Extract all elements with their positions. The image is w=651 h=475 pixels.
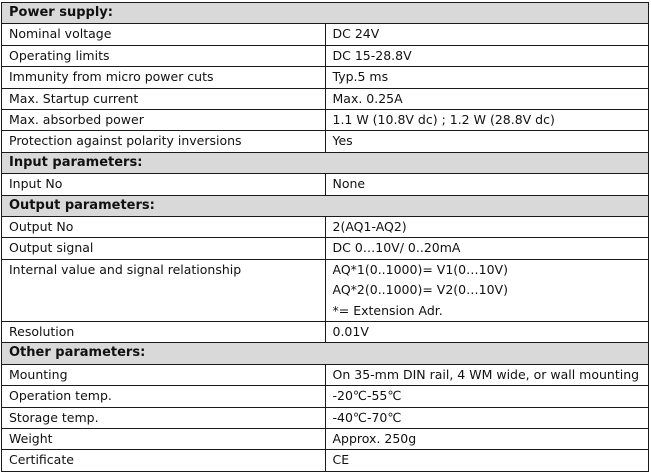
param-label: Operating limits <box>2 45 326 66</box>
table-row <box>2 88 649 109</box>
param-label: Output No <box>2 217 326 238</box>
param-label: Nominal voltage <box>2 24 326 45</box>
param-value: None <box>325 174 649 195</box>
param-value: DC 15-28.8V <box>325 45 649 66</box>
table-row <box>2 429 649 450</box>
param-label: Internal value and signal relationship <box>2 259 326 321</box>
param-label: Max. Startup current <box>2 88 326 109</box>
param-label: Input No <box>2 174 326 195</box>
table-row <box>2 131 649 152</box>
param-label: Certificate <box>2 450 326 471</box>
param-value-multiline <box>325 259 649 321</box>
param-value: DC 24V <box>325 24 649 45</box>
section-header-input <box>2 152 649 173</box>
param-value: Max. 0.25A <box>325 88 649 109</box>
param-value: -40℃-70℃ <box>325 407 649 428</box>
param-value: -20℃-55℃ <box>325 386 649 407</box>
param-value: 2(AQ1-AQ2) <box>325 217 649 238</box>
param-value-line: *= Extension Adr. <box>332 302 443 318</box>
param-label: Weight <box>2 429 326 450</box>
param-value: 0.01V <box>325 322 649 343</box>
param-label: Mounting <box>2 364 326 385</box>
param-label: Output signal <box>2 238 326 259</box>
table-row <box>2 67 649 88</box>
section-title: Other parameters: <box>2 343 649 364</box>
param-value: Yes <box>325 131 649 152</box>
section-title: Output parameters: <box>2 195 649 216</box>
table-row <box>2 386 649 407</box>
param-value-line: AQ*1(0..1000)= V1(0…10V) <box>332 261 508 277</box>
param-value: 1.1 W (10.8V dc) ; 1.2 W (28.8V dc) <box>325 110 649 131</box>
table-row <box>2 45 649 66</box>
table-row <box>2 174 649 195</box>
param-value: Approx. 250g <box>325 429 649 450</box>
param-label: Immunity from micro power cuts <box>2 67 326 88</box>
spec-table <box>1 2 649 472</box>
section-header-power <box>2 3 649 24</box>
param-value-line: AQ*2(0..1000)= V2(0…10V) <box>332 282 508 298</box>
param-label: Resolution <box>2 322 326 343</box>
param-label: Max. absorbed power <box>2 110 326 131</box>
param-value: CE <box>325 450 649 471</box>
table-row <box>2 238 649 259</box>
section-title: Input parameters: <box>2 152 649 173</box>
param-value: On 35-mm DIN rail, 4 WM wide, or wall mounting <box>325 364 649 385</box>
param-value: Typ.5 ms <box>325 67 649 88</box>
table-row <box>2 450 649 471</box>
param-label: Storage temp. <box>2 407 326 428</box>
table-row <box>2 24 649 45</box>
param-value: DC 0…10V/ 0..20mA <box>325 238 649 259</box>
table-row <box>2 322 649 343</box>
table-row <box>2 259 649 321</box>
param-label: Protection against polarity inversions <box>2 131 326 152</box>
param-label: Operation temp. <box>2 386 326 407</box>
table-row <box>2 110 649 131</box>
table-row <box>2 407 649 428</box>
table-row <box>2 364 649 385</box>
table-row <box>2 217 649 238</box>
section-header-other <box>2 343 649 364</box>
section-title: Power supply: <box>2 3 649 24</box>
section-header-output <box>2 195 649 216</box>
